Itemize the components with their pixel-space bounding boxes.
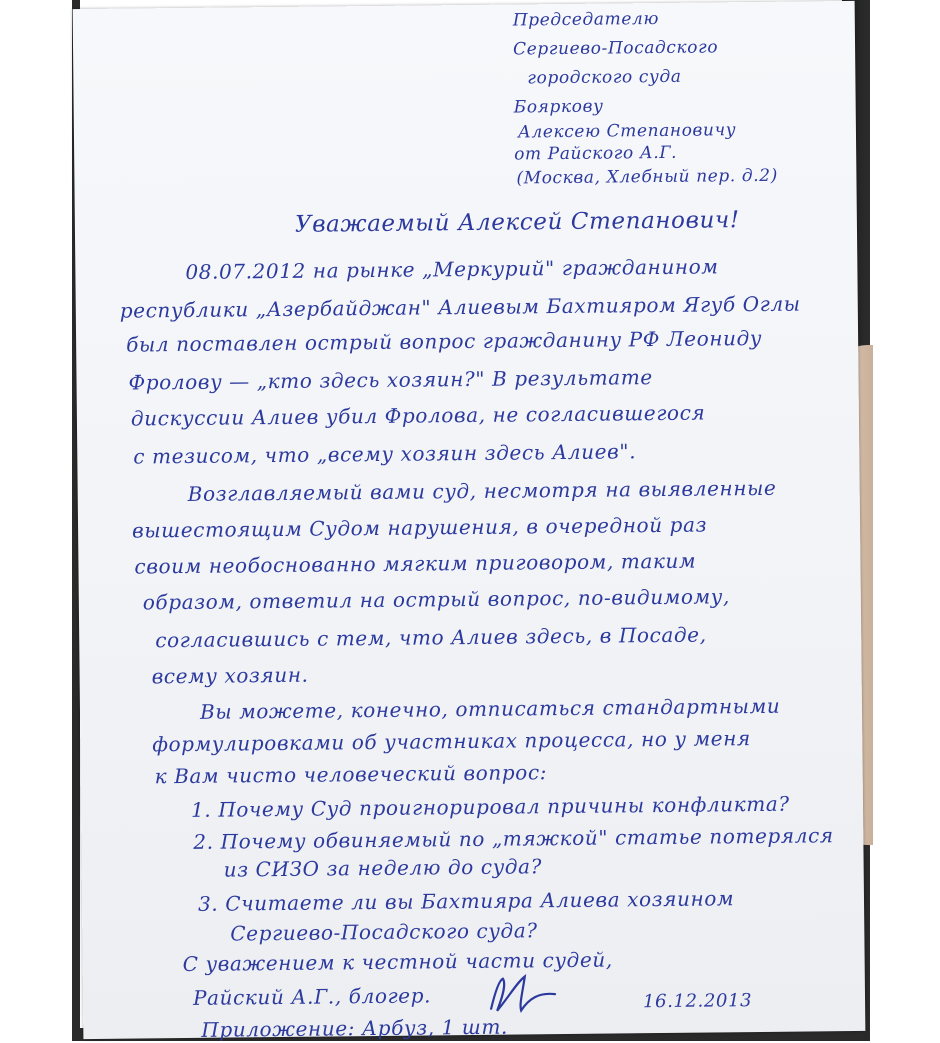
paragraph1-line: дискуссии Алиев убил Фролова, не согласившегося [130, 400, 706, 431]
greeting: Уважаемый Алексей Степанович! [294, 207, 740, 238]
paragraph2-line: образом, ответил на острый вопрос, по-видимому, [142, 584, 731, 615]
question-line: Сергиево-Посадского суда? [230, 918, 538, 946]
paragraph1-line: республики „Азербайджан" Алиевым Бахтияром Ягуб Оглы [119, 291, 801, 323]
addressee-line: Председателю [512, 8, 660, 31]
paragraph1-line: с тезисом, что „всему хозяин здесь Алиев". [133, 439, 637, 469]
paragraph2-line: Возглавляемый вами суд, несмотря на выявленные [187, 475, 777, 506]
addressee-line: Бояркову [513, 96, 604, 118]
paragraph2-line: согласившись с тем, что Алиев здесь, в Посаде, [155, 622, 707, 653]
addressee-line: от Райского А.Г. [514, 142, 678, 165]
question-line: 1. Почему Суд проигнорировал причины конфликта? [190, 791, 790, 822]
paragraph1-line: Фролову — „кто здесь хозяин?" В результате [128, 365, 653, 395]
addressee-line: Алексею Степановичу [517, 120, 737, 143]
paragraph3-line: Вы можете, конечно, отписаться стандартными [199, 693, 781, 724]
closing: С уважением к честной части судей, [182, 947, 613, 977]
question-line: 2. Почему обвиняемый по „тяжкой" статье потерялся [193, 823, 834, 854]
paragraph2-line: всему хозяин. [151, 662, 309, 689]
question-line: из СИЗО за неделю до суда? [223, 854, 543, 882]
question-line: 3. Считаете ли вы Бахтияра Алиева хозяином [197, 886, 735, 916]
handwritten-signature [483, 970, 563, 1015]
paragraph1-line: был поставлен острый вопрос гражданину РФ Леониду [126, 325, 763, 357]
paragraph2-line: своим необоснованно мягким приговором, таким [134, 548, 697, 579]
paragraph3-line: к Вам чисто человеческий вопрос: [154, 760, 548, 789]
paragraph3-line: формулировками об участниках процесса, но у меня [152, 726, 751, 757]
signer-name: Райский А.Г., блогер. [192, 983, 432, 1010]
attachment-line: Приложение: Арбуз, 1 шт. [201, 1014, 509, 1042]
paragraph1-line: 08.07.2012 на рынке „Меркурий" гражданином [185, 254, 719, 284]
paragraph2-line: вышестоящим Судом нарушения, в очередной раз [131, 512, 708, 543]
addressee-line: (Москва, Хлебный пер. д.2) [516, 165, 779, 189]
addressee-line: городского суда [527, 66, 682, 89]
addressee-line: Сергиево-Посадского [512, 37, 719, 60]
letter-date: 16.12.2013 [642, 990, 753, 1013]
letter-sheet [73, 1, 866, 1042]
